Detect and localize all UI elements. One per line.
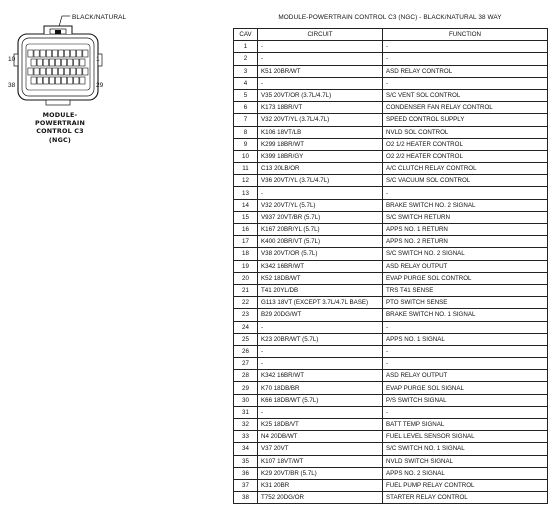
pinout-table-body — [234, 41, 548, 504]
circuit-cell: G113 18VT (EXCEPT 3.7L/4.7L BASE) — [258, 297, 383, 309]
circuit-cell: K400 20BR/VT (5.7L) — [258, 236, 383, 248]
circuit-cell: V36 20VT/YL (3.7L/4.7L) — [258, 175, 383, 187]
function-cell: NVLD SOL CONTROL — [383, 126, 548, 138]
function-cell: ASD RELAY CONTROL — [383, 65, 548, 77]
function-cell: BRAKE SWITCH NO. 2 SIGNAL — [383, 199, 548, 211]
pin-cavity — [40, 68, 45, 75]
function-cell: P/S SWITCH SIGNAL — [383, 394, 548, 406]
pin-cavity — [55, 59, 60, 66]
pin-cavity — [83, 68, 88, 75]
cav-cell: 21 — [234, 284, 258, 296]
circuit-cell: V35 20VT/OR (3.7L/4.7L) — [258, 89, 383, 101]
function-cell: NVLD SWITCH SIGNAL — [383, 455, 548, 467]
table-row — [234, 333, 548, 345]
cav-cell: 17 — [234, 236, 258, 248]
pin-cavity — [40, 50, 45, 57]
cav-cell: 18 — [234, 248, 258, 260]
wire-color-label: BLACK/NATURAL — [72, 14, 127, 21]
circuit-cell: K52 18DB/WT — [258, 272, 383, 284]
table-row — [234, 77, 548, 89]
pin-cavity — [59, 68, 64, 75]
table-row — [234, 406, 548, 418]
cav-cell: 36 — [234, 467, 258, 479]
cav-cell: 31 — [234, 406, 258, 418]
pin-cavity — [46, 68, 51, 75]
function-cell: SPEED CONTROL SUPPLY — [383, 114, 548, 126]
table-row — [234, 41, 548, 53]
function-cell: - — [383, 41, 548, 53]
function-cell: FUEL PUMP RELAY CONTROL — [383, 479, 548, 491]
function-cell: A/C CLUTCH RELAY CONTROL — [383, 163, 548, 175]
circuit-cell: N4 20DB/WT — [258, 431, 383, 443]
circuit-cell: V38 20VT/OR (5.7L) — [258, 248, 383, 260]
cav-cell: 13 — [234, 187, 258, 199]
table-row — [234, 187, 548, 199]
circuit-cell: K25 18DB/VT — [258, 419, 383, 431]
table-header-row — [234, 29, 548, 41]
circuit-cell: K31 20BR — [258, 479, 383, 491]
connector-face-drawing — [0, 0, 225, 200]
pin-cavity — [71, 50, 76, 57]
table-row — [234, 345, 548, 357]
pin-cavity — [43, 77, 48, 84]
pin-cavity — [65, 50, 70, 57]
circuit-cell: K399 18BR/GY — [258, 150, 383, 162]
pin-cavity — [77, 68, 82, 75]
cav-cell: 20 — [234, 272, 258, 284]
function-cell: PTO SWITCH SENSE — [383, 297, 548, 309]
pin-cavity — [31, 77, 36, 84]
cav-cell: 28 — [234, 370, 258, 382]
table-row — [234, 224, 548, 236]
pin-cavity — [37, 59, 42, 66]
pin-cavity — [49, 59, 54, 66]
table-row — [234, 467, 548, 479]
function-cell: BRAKE SWITCH NO. 1 SIGNAL — [383, 309, 548, 321]
cav-cell: 16 — [234, 224, 258, 236]
cav-cell: 5 — [234, 89, 258, 101]
circuit-cell: B29 20DG/WT — [258, 309, 383, 321]
function-cell: EVAP PURGE SOL SIGNAL — [383, 382, 548, 394]
pin-cavity — [28, 50, 33, 57]
cav-cell: 10 — [234, 150, 258, 162]
cav-cell: 38 — [234, 492, 258, 504]
header-cav: CAV — [234, 29, 258, 41]
function-cell: - — [383, 77, 548, 89]
connector-title-line: CONTROL C3 — [36, 127, 84, 136]
cav-cell: 19 — [234, 260, 258, 272]
function-cell: - — [383, 321, 548, 333]
pin-cavity — [68, 77, 73, 84]
table-row — [234, 382, 548, 394]
pin-cavity — [49, 77, 54, 84]
pin-cavity — [74, 77, 79, 84]
circuit-cell: - — [258, 345, 383, 357]
pin-cavity — [68, 59, 73, 66]
table-row — [234, 199, 548, 211]
pinout-table — [233, 28, 548, 504]
table-row — [234, 272, 548, 284]
circuit-cell: K167 20BR/YL (5.7L) — [258, 224, 383, 236]
cav-cell: 12 — [234, 175, 258, 187]
function-cell: - — [383, 187, 548, 199]
cav-cell: 8 — [234, 126, 258, 138]
circuit-cell: V32 20VT/YL (3.7L/4.7L) — [258, 114, 383, 126]
circuit-cell: K342 16BR/WT — [258, 370, 383, 382]
pin-label-bottom-left: 38 — [8, 82, 16, 89]
function-cell: BATT TEMP SIGNAL — [383, 419, 548, 431]
circuit-cell: K23 20BR/WT (5.7L) — [258, 333, 383, 345]
cav-cell: 7 — [234, 114, 258, 126]
cav-cell: 3 — [234, 65, 258, 77]
pin-cavity — [59, 50, 64, 57]
function-cell: - — [383, 358, 548, 370]
table-row — [234, 443, 548, 455]
cav-cell: 24 — [234, 321, 258, 333]
table-row — [234, 309, 548, 321]
table-row — [234, 102, 548, 114]
function-cell: S/C VENT SOL CONTROL — [383, 89, 548, 101]
function-cell: ASD RELAY OUTPUT — [383, 260, 548, 272]
pin-cavity — [55, 77, 60, 84]
pin-cavity — [77, 50, 82, 57]
function-cell: FUEL LEVEL SENSOR SIGNAL — [383, 431, 548, 443]
circuit-cell: V937 20VT/BR (5.7L) — [258, 211, 383, 223]
connector-title — [28, 111, 92, 144]
circuit-cell: - — [258, 77, 383, 89]
function-cell: O2 2/2 HEATER CONTROL — [383, 150, 548, 162]
table-row — [234, 163, 548, 175]
function-cell: S/C VACUUM SOL CONTROL — [383, 175, 548, 187]
function-cell: APPS NO. 2 RETURN — [383, 236, 548, 248]
circuit-cell: K299 18BR/WT — [258, 138, 383, 150]
cav-cell: 23 — [234, 309, 258, 321]
circuit-cell: V32 20VT/YL (5.7L) — [258, 199, 383, 211]
pin-cavity — [65, 68, 70, 75]
table-row — [234, 260, 548, 272]
cav-cell: 33 — [234, 431, 258, 443]
connector-title-line: MODULE- — [42, 111, 78, 119]
pin-cavity — [28, 68, 33, 75]
circuit-cell: K342 16BR/WT — [258, 260, 383, 272]
table-row — [234, 455, 548, 467]
function-cell: TRS T41 SENSE — [383, 284, 548, 296]
cav-cell: 37 — [234, 479, 258, 491]
header-circuit: CIRCUIT — [258, 29, 383, 41]
table-row — [234, 53, 548, 65]
cav-cell: 1 — [234, 41, 258, 53]
cav-cell: 29 — [234, 382, 258, 394]
circuit-cell: - — [258, 53, 383, 65]
pin-label-bottom-right: 29 — [96, 82, 104, 89]
pin-cavity — [83, 50, 88, 57]
table-title: MODULE-POWERTRAIN CONTROL C3 (NGC) - BLACK/NATURAL 38 WAY — [278, 14, 502, 21]
table-row — [234, 248, 548, 260]
circuit-cell: V37 20VT — [258, 443, 383, 455]
table-row — [234, 65, 548, 77]
circuit-cell: K70 18DB/BR — [258, 382, 383, 394]
pin-cavity — [34, 68, 39, 75]
pin-cavity — [34, 50, 39, 57]
cav-cell: 6 — [234, 102, 258, 114]
header-function: FUNCTION — [383, 29, 548, 41]
pin-cavity — [80, 77, 85, 84]
circuit-cell: K29 20VT/BR (5.7L) — [258, 467, 383, 479]
circuit-cell: - — [258, 406, 383, 418]
pin-cavity — [62, 59, 67, 66]
table-row — [234, 492, 548, 504]
table-row — [234, 126, 548, 138]
function-cell: S/C SWITCH NO. 1 SIGNAL — [383, 443, 548, 455]
circuit-cell: K107 18VT/WT — [258, 455, 383, 467]
function-cell: S/C SWITCH NO. 2 SIGNAL — [383, 248, 548, 260]
cav-cell: 35 — [234, 455, 258, 467]
pin-label-top-right: 1 — [96, 56, 100, 63]
pin-cavity — [52, 50, 57, 57]
function-cell: CONDENSER FAN RELAY CONTROL — [383, 102, 548, 114]
table-row — [234, 370, 548, 382]
pin-cavity — [43, 59, 48, 66]
table-row — [234, 211, 548, 223]
circuit-cell: K106 18VT/LB — [258, 126, 383, 138]
pin-label-top-left: 10 — [8, 56, 16, 63]
circuit-cell: - — [258, 187, 383, 199]
cav-cell: 34 — [234, 443, 258, 455]
table-row — [234, 138, 548, 150]
pin-cavity — [31, 59, 36, 66]
circuit-cell: - — [258, 321, 383, 333]
pin-cavity — [37, 77, 42, 84]
pin-cavity — [80, 59, 85, 66]
table-row — [234, 431, 548, 443]
connector-title-line: POWERTRAIN — [34, 119, 86, 128]
cav-cell: 22 — [234, 297, 258, 309]
cav-cell: 14 — [234, 199, 258, 211]
pin-cavity — [46, 50, 51, 57]
circuit-cell: T752 20DG/OR — [258, 492, 383, 504]
function-cell: ASD RELAY OUTPUT — [383, 370, 548, 382]
table-row — [234, 114, 548, 126]
function-cell: O2 1/2 HEATER CONTROL — [383, 138, 548, 150]
table-row — [234, 175, 548, 187]
pin-cavity — [52, 68, 57, 75]
circuit-cell: - — [258, 358, 383, 370]
cav-cell: 30 — [234, 394, 258, 406]
function-cell: - — [383, 345, 548, 357]
cav-cell: 9 — [234, 138, 258, 150]
table-row — [234, 236, 548, 248]
circuit-cell: T41 20YL/DB — [258, 284, 383, 296]
table-row — [234, 284, 548, 296]
table-row — [234, 394, 548, 406]
table-row — [234, 89, 548, 101]
circuit-cell: C13 20LB/OR — [258, 163, 383, 175]
cav-cell: 4 — [234, 77, 258, 89]
function-cell: APPS NO. 1 RETURN — [383, 224, 548, 236]
table-row — [234, 321, 548, 333]
pin-cavity — [74, 59, 79, 66]
cav-cell: 25 — [234, 333, 258, 345]
function-cell: S/C SWITCH RETURN — [383, 211, 548, 223]
table-row — [234, 419, 548, 431]
function-cell: - — [383, 53, 548, 65]
cav-cell: 32 — [234, 419, 258, 431]
function-cell: APPS NO. 1 SIGNAL — [383, 333, 548, 345]
circuit-cell: - — [258, 41, 383, 53]
circuit-cell: K66 18DB/WT (5.7L) — [258, 394, 383, 406]
table-row — [234, 479, 548, 491]
function-cell: APPS NO. 2 SIGNAL — [383, 467, 548, 479]
connector-illustration — [0, 0, 225, 200]
connector-title-line: (NGC) — [48, 135, 72, 144]
function-cell: - — [383, 406, 548, 418]
function-cell: STARTER RELAY CONTROL — [383, 492, 548, 504]
circuit-cell: K173 18BR/VT — [258, 102, 383, 114]
cav-cell: 2 — [234, 53, 258, 65]
circuit-cell: K51 20BR/WT — [258, 65, 383, 77]
cav-cell: 26 — [234, 345, 258, 357]
pin-cavity — [71, 68, 76, 75]
table-row — [234, 358, 548, 370]
table-row — [234, 150, 548, 162]
cav-cell: 11 — [234, 163, 258, 175]
cav-cell: 15 — [234, 211, 258, 223]
cav-cell: 27 — [234, 358, 258, 370]
table-row — [234, 297, 548, 309]
function-cell: EVAP PURGE SOL CONTROL — [383, 272, 548, 284]
pin-cavity — [62, 77, 67, 84]
